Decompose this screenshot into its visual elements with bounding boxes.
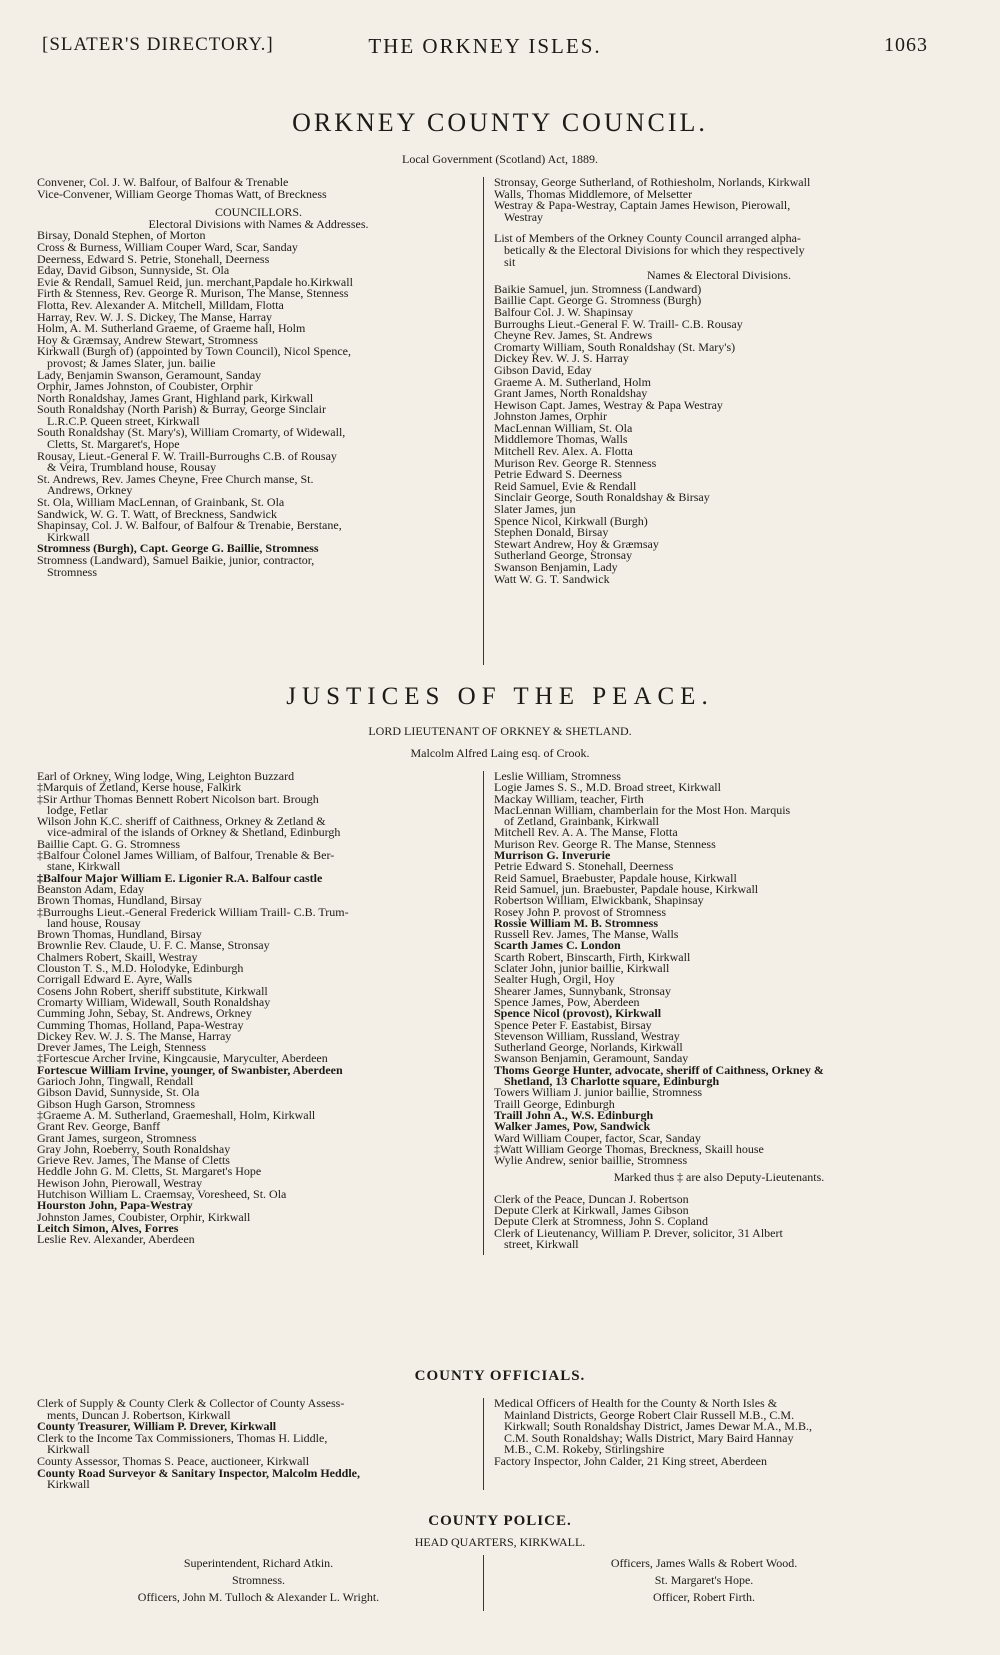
division-entry: Orphir, James Johnston, of Coubister, Orphir [37, 379, 253, 394]
official-entry-cont: Kirkwall; South Ronaldshay District, James Dewar M.A., M.B., [504, 1419, 812, 1434]
member-entry: Spence Nicol, Kirkwall (Burgh) [494, 513, 648, 528]
justice-entry: Scarth James C. London [494, 938, 621, 953]
justice-entry: Spence Peter F. Eastabist, Birsay [494, 1017, 652, 1032]
justice-entry: Fortescue William Irvine, younger, of Swanbister, Aberdeen [37, 1062, 343, 1077]
member-entry: Balfour Col. J. W. Shapinsay [494, 304, 634, 319]
member-entry: Sinclair George, South Ronaldshay & Birsay [494, 490, 710, 505]
police-entry: Stromness. [231, 1573, 285, 1587]
division-entry: Rousay, Lieut.-General F. W. Traill-Burroughs C.B. of Rousay [37, 448, 337, 463]
justice-entry: Grieve Rev. James, The Manse of Cletts [37, 1153, 230, 1168]
members-list-intro: betically & the Electoral Divisions for which they respectively [504, 242, 805, 257]
justice-entry: Mitchell Rev. A. A. The Manse, Flotta [494, 825, 678, 840]
division-entry: Shapinsay, Col. J. W. Balfour, of Balfour & Trenabie, Berstane, [37, 518, 342, 533]
justice-entry: Grant James, surgeon, Stromness [37, 1130, 197, 1145]
justice-entry: ‡Balfour Major William E. Ligonier R.A. Balfour castle [37, 870, 323, 885]
justice-entry: ‡Graeme A. M. Sutherland, Graemeshall, Holm, Kirkwall [37, 1107, 316, 1122]
justices-left-column [37, 771, 480, 1245]
division-entry: Cross & Burness, William Couper Ward, Scar, Sanday [37, 239, 298, 254]
member-entry: Cromarty William, South Ronaldshay (St. Mary's) [494, 339, 736, 354]
justice-entry: Cosens John Robert, sheriff substitute, Kirkwall [37, 983, 268, 998]
justice-entry: Sutherland George, Norlands, Kirkwall [494, 1040, 683, 1055]
justice-entry-cont: of Zetland, Grainbank, Kirkwall [504, 814, 659, 829]
deputy-lieutenant-note: Marked thus ‡ are also Deputy-Lieutenants. [613, 1170, 825, 1185]
member-entry: Sutherland George, Stronsay [494, 548, 633, 563]
council-subtitle: Local Government (Scotland) Act, 1889. [402, 152, 598, 166]
justice-entry: Sealter Hugh, Orgil, Hoy [494, 972, 615, 987]
official-entry-cont: Mainland Districts, George Robert Clair Russell M.B., C.M. [504, 1407, 795, 1422]
justice-entry-cont: stane, Kirkwall [47, 859, 121, 874]
column-divider [483, 177, 484, 665]
member-entry: Graeme A. M. Sutherland, Holm [494, 374, 651, 389]
council-left-column [37, 177, 480, 578]
members-list-intro: sit [504, 254, 516, 269]
police-entry: St. Margaret's Hope. [654, 1573, 754, 1587]
division-entry-cont: Andrews, Orkney [47, 483, 133, 498]
division-entry: St. Andrews, Rev. James Cheyne, Free Church manse, St. [37, 471, 314, 486]
justice-entry: Brown Thomas, Hundland, Birsay [37, 927, 202, 942]
member-entry: Gibson David, Eday [494, 362, 592, 377]
clerk-entry: Clerk of the Peace, Duncan J. Robertson [494, 1191, 689, 1206]
division-entry: Holm, A. M. Sutherland Graeme, of Graeme hall, Holm [37, 321, 306, 336]
justice-entry: Scarth Robert, Binscarth, Firth, Kirkwall [494, 949, 691, 964]
justices-title: JUSTICES OF THE PEACE. [286, 683, 714, 710]
official-entry-cont: M.B., C.M. Rokeby, Stirlingshire [504, 1442, 665, 1457]
division-entry: South Ronaldshay (St. Mary's), William Cromarty, of Widewall, [37, 425, 346, 440]
justice-entry: Grant Rev. George, Banff [37, 1119, 161, 1134]
member-entry: Middlemore Thomas, Walls [494, 432, 628, 447]
division-entry-cont: Cletts, St. Margaret's, Hope [47, 437, 180, 452]
justice-entry: Gibson Hugh Garson, Stromness [37, 1096, 195, 1111]
justice-entry: ‡Sir Arthur Thomas Bennett Robert Nicolson bart. Brough [37, 791, 319, 806]
justice-entry: Cumming John, Sebay, St. Andrews, Orkney [37, 1006, 252, 1021]
justice-entry: Baillie Capt. G. G. Stromness [37, 836, 180, 851]
division-entry-cont: Kirkwall [47, 529, 90, 544]
justices-right-column [494, 771, 944, 1250]
justice-entry: Murrison G. Inverurie [494, 848, 611, 863]
members-heading: Names & Electoral Divisions. [647, 268, 791, 283]
member-entry: Stewart Andrew, Hoy & Græmsay [494, 536, 659, 551]
division-entry: Walls, Thomas Middlemore, of Melsetter [494, 186, 693, 201]
justice-entry: Hourston John, Papa-Westray [37, 1198, 193, 1213]
police-entry: Officers, John M. Tulloch & Alexander L. Wright. [137, 1590, 380, 1604]
official-entry-cont: Kirkwall [47, 1477, 90, 1492]
member-entry: Reid Samuel, Evie & Rendall [494, 478, 637, 493]
running-header [42, 34, 928, 62]
member-entry: Watt W. G. T. Sandwick [494, 571, 610, 586]
officials-right-column [494, 1398, 944, 1468]
member-entry: Johnston James, Orphir [494, 409, 607, 424]
clerk-entry: Depute Clerk at Stromness, John S. Copland [494, 1214, 708, 1229]
justice-entry: Robertson William, Elwickbank, Shapinsay [494, 893, 704, 908]
clerk-entry: Depute Clerk at Kirkwall, James Gibson [494, 1202, 689, 1217]
justice-entry-cont: Shetland, 13 Charlotte square, Edinburgh [504, 1074, 720, 1089]
police-headquarters: HEAD QUARTERS, KIRKWALL. [414, 1535, 586, 1549]
member-entry: Stephen Donald, Birsay [494, 525, 609, 540]
council-right-column [494, 177, 944, 585]
division-entry-cont: Westray [504, 209, 544, 224]
division-entry: Birsay, Donald Stephen, of Morton [37, 228, 206, 243]
police-entry: Officer, Robert Firth. [653, 1590, 755, 1604]
official-entry: Clerk to the Income Tax Commissioners, Thomas H. Liddle, [37, 1430, 328, 1445]
division-entry: Lady, Benjamin Swanson, Geramount, Sanday [37, 367, 262, 382]
division-entry-cont: L.R.C.P. Queen street, Kirkwall [47, 413, 200, 428]
justice-entry: ‡Marquis of Zetland, Kerse house, Falkirk [37, 780, 242, 795]
member-entry: Dickey Rev. W. J. S. Harray [494, 351, 629, 366]
division-entry: Firth & Stenness, Rev. George R. Murison, The Manse, Stenness [37, 286, 349, 301]
justice-entry: Drever James, The Leigh, Stenness [37, 1040, 207, 1055]
justice-entry: Heddle John G. M. Cletts, St. Margaret's Hope [37, 1164, 262, 1179]
member-entry: Cheyne Rev. James, St. Andrews [494, 328, 653, 343]
member-entry: Baillie Capt. George G. Stromness (Burgh) [494, 293, 702, 308]
justice-entry: Towers William J. junior baillie, Stromness [494, 1085, 703, 1100]
justice-entry: Dickey Rev. W. J. S. The Manse, Harray [37, 1028, 232, 1043]
division-entry-cont: Stromness [47, 564, 98, 579]
councillors-heading: COUNCILLORS. [214, 205, 302, 220]
justice-entry: Cumming Thomas, Holland, Papa-Westray [37, 1017, 244, 1032]
division-entry: North Ronaldshay, James Grant, Highland park, Kirkwall [37, 390, 314, 405]
justice-entry: Brown Thomas, Hundland, Birsay [37, 893, 202, 908]
justice-entry: ‡Fortescue Archer Irvine, Kingcausie, Maryculter, Aberdeen [37, 1051, 328, 1066]
justice-entry: MacLennan William, chamberlain for the Most Hon. Marquis [494, 802, 791, 817]
division-entry-cont: provost; & James Slater, jun. bailie [47, 355, 216, 370]
police-entry: Superintendent, Richard Atkin. [183, 1556, 334, 1570]
member-entry: Burroughs Lieut.-General F. W. Traill- C.B. Rousay [494, 316, 743, 331]
official-entry: Clerk of Supply & County Clerk & Collector of County Assess- [37, 1396, 345, 1410]
justice-entry: Leslie Rev. Alexander, Aberdeen [37, 1232, 195, 1247]
justice-entry: Spence James, Pow, Aberdeen [494, 994, 640, 1009]
justice-entry: Johnston James, Coubister, Orphir, Kirkwall [37, 1209, 251, 1224]
member-entry: Petrie Edward S. Deerness [494, 467, 622, 482]
column-divider [483, 1555, 484, 1611]
official-entry: County Road Surveyor & Sanitary Inspector, Malcolm Heddle, [37, 1465, 361, 1480]
justice-entry-cont: land house, Rousay [47, 915, 141, 930]
police-left-column [37, 1555, 480, 1606]
justice-entry: Chalmers Robert, Skaill, Westray [37, 949, 198, 964]
page-number: 1063 [884, 34, 928, 56]
member-entry: Baikie Samuel, jun. Stromness (Landward) [494, 281, 702, 296]
justice-entry: Gibson David, Sunnyside, St. Ola [37, 1085, 200, 1100]
official-entry: Medical Officers of Health for the County & North Isles & [494, 1396, 778, 1410]
division-entry: Kirkwall (Burgh of) (appointed by Town Council), Nicol Spence, [37, 344, 351, 359]
convener-line: Convener, Col. J. W. Balfour, of Balfour & Trenable [37, 175, 289, 189]
division-entry: Harray, Rev. W. J. S. Dickey, The Manse, Harray [37, 309, 273, 324]
division-entry: Sandwick, W. G. T. Watt, of Breckness, Sandwick [37, 506, 278, 521]
member-entry: Grant James, North Ronaldshay [494, 386, 648, 401]
justice-entry: Gray John, Roeberry, South Ronaldshay [37, 1141, 231, 1156]
division-entry: St. Ola, William MacLennan, of Grainbank, St. Ola [37, 495, 285, 510]
justice-entry: Stevenson William, Russland, Westray [494, 1028, 680, 1043]
justice-entry: Murison Rev. George R. The Manse, Stenness [494, 836, 716, 851]
justice-entry: Sclater John, junior baillie, Kirkwall [494, 961, 670, 976]
justice-entry: Reid Samuel, jun. Braebuster, Papdale house, Kirkwall [494, 881, 759, 896]
justice-entry: Traill George, Edinburgh [494, 1096, 615, 1111]
justice-entry: Wylie Andrew, senior baillie, Stromness [494, 1153, 688, 1168]
justice-entry: ‡Burroughs Lieut.-General Frederick William Traill- C.B. Trum- [37, 904, 349, 919]
member-entry: Murison Rev. George R. Stenness [494, 455, 657, 470]
members-list-intro: List of Members of the Orkney County Council arranged alpha- [494, 231, 801, 246]
official-entry: County Assessor, Thomas S. Peace, auctioneer, Kirkwall [37, 1453, 310, 1468]
justice-entry: Logie James S. S., M.D. Broad street, Kirkwall [494, 780, 721, 795]
member-entry: Swanson Benjamin, Lady [494, 560, 618, 574]
official-entry-cont: Kirkwall [47, 1442, 90, 1457]
officials-title: COUNTY OFFICIALS. [414, 1368, 586, 1384]
division-entry: Deerness, Edward S. Petrie, Stonehall, Deerness [37, 251, 270, 266]
justice-entry: Reid Samuel, Braebuster, Papdale house, Kirkwall [494, 870, 737, 885]
member-entry: Slater James, jun [494, 502, 576, 517]
justice-entry: ‡Watt William George Thomas, Breckness, Skaill house [494, 1141, 764, 1156]
official-entry-cont: C.M. South Ronaldshay; Walls District, Mary Baird Hannay [504, 1430, 794, 1445]
justice-entry: Mackay William, teacher, Firth [494, 791, 644, 806]
council-title: ORKNEY COUNTY COUNCIL. [292, 108, 708, 137]
member-entry: Hewison Capt. James, Westray & Papa Westray [494, 397, 723, 412]
officials-left-column [37, 1398, 480, 1491]
justice-entry: Rosey John P. provost of Stromness [494, 904, 667, 919]
police-title: COUNTY POLICE. [428, 1513, 572, 1529]
division-entry: South Ronaldshay (North Parish) & Burray, George Sinclair [37, 402, 326, 417]
official-entry: County Treasurer, William P. Drever, Kirkwall [37, 1419, 277, 1434]
division-entry: Stromness (Burgh), Capt. George G. Baillie, Stromness [37, 541, 319, 556]
clerk-entry-cont: street, Kirkwall [504, 1236, 579, 1251]
justice-entry: Thoms George Hunter, advocate, sheriff of Caithness, Orkney & [494, 1062, 824, 1077]
division-entry: Eday, David Gibson, Sunnyside, St. Ola [37, 263, 230, 278]
justice-entry: Shearer James, Sunnybank, Stronsay [494, 983, 671, 998]
division-entry: Flotta, Rev. Alexander A. Mitchell, Milldam, Flotta [37, 297, 284, 312]
official-entry-cont: ments, Duncan J. Robertson, Kirkwall [47, 1407, 231, 1422]
official-entry: Factory Inspector, John Calder, 21 King street, Aberdeen [494, 1453, 767, 1468]
justice-entry: Brownlie Rev. Claude, U. F. C. Manse, Stronsay [37, 938, 270, 953]
justice-entry-cont: lodge, Fetlar [47, 802, 108, 817]
division-entry: Hoy & Græmsay, Andrew Stewart, Stromness [37, 332, 258, 347]
lord-lieutenant-heading: LORD LIEUTENANT OF ORKNEY & SHETLAND. [368, 724, 632, 738]
justice-entry: Rossie William M. B. Stromness [494, 915, 659, 930]
justice-entry: Leitch Simon, Alves, Forres [37, 1220, 179, 1235]
divisions-heading: Electoral Divisions with Names & Addresses. [148, 216, 369, 231]
justice-entry: Spence Nicol (provost), Kirkwall [494, 1006, 662, 1021]
justice-entry-cont: vice-admiral of the islands of Orkney & Shetland, Edinburgh [47, 825, 341, 840]
justice-entry: Corrigall Edward E. Ayre, Walls [37, 972, 193, 987]
justice-entry: Cromarty William, Widewall, South Ronaldshay [37, 994, 271, 1009]
justice-entry: Earl of Orkney, Wing lodge, Wing, Leighton Buzzard [37, 769, 295, 783]
justice-entry: Hewison John, Pierowall, Westray [37, 1175, 203, 1190]
member-entry: MacLennan William, St. Ola [494, 420, 633, 435]
police-right-column [494, 1555, 914, 1606]
justice-entry: Swanson Benjamin, Geramount, Sanday [494, 1051, 689, 1066]
justice-entry: Garioch John, Tingwall, Rendall [37, 1074, 194, 1089]
justice-entry: Wilson John K.C. sheriff of Caithness, Orkney & Zetland & [37, 814, 326, 829]
member-entry: Mitchell Rev. Alex. A. Flotta [494, 444, 633, 459]
column-divider [483, 771, 484, 1255]
justice-entry: Ward William Couper, factor, Scar, Sanday [494, 1130, 701, 1145]
justice-entry: Leslie William, Stromness [494, 769, 621, 783]
division-entry: Stromness (Landward), Samuel Baikie, junior, contractor, [37, 553, 315, 567]
justice-entry: Russell Rev. James, The Manse, Walls [494, 927, 679, 942]
police-entry: Officers, James Walls & Robert Wood. [610, 1556, 798, 1570]
justice-entry: Petrie Edward S. Stonehall, Deerness [494, 859, 674, 874]
column-divider [483, 1398, 484, 1490]
division-entry: Stronsay, George Sutherland, of Rothiesholm, Norlands, Kirkwall [494, 175, 811, 189]
header-title: THE ORKNEY ISLES. [368, 34, 602, 58]
header-directory: [SLATER'S DIRECTORY.] [42, 34, 274, 55]
justice-entry: Clouston T. S., M.D. Holodyke, Edinburgh [37, 961, 244, 976]
clerk-entry: Clerk of Lieutenancy, William P. Drever, solicitor, 31 Albert [494, 1225, 783, 1240]
justice-entry: Walker James, Pow, Sandwick [494, 1119, 651, 1134]
justice-entry: Hutchison William L. Craemsay, Voresheed, St. Ola [37, 1186, 287, 1201]
division-entry-cont: & Veira, Trumbland house, Rousay [47, 460, 217, 475]
lord-lieutenant-name: Malcolm Alfred Laing esq. of Crook. [410, 746, 590, 760]
justice-entry: Traill John A., W.S. Edinburgh [494, 1107, 654, 1122]
justice-entry: ‡Balfour Colonel James William, of Balfour, Trenable & Ber- [37, 848, 335, 863]
division-entry: Evie & Rendall, Samuel Reid, jun. merchant,Papdale ho.Kirkwall [37, 274, 353, 289]
vice-convener-line: Vice-Convener, William George Thomas Watt, of Breckness [37, 186, 327, 201]
justice-entry: Beanston Adam, Eday [37, 881, 144, 896]
division-entry: Westray & Papa-Westray, Captain James Hewison, Pierowall, [494, 198, 791, 213]
